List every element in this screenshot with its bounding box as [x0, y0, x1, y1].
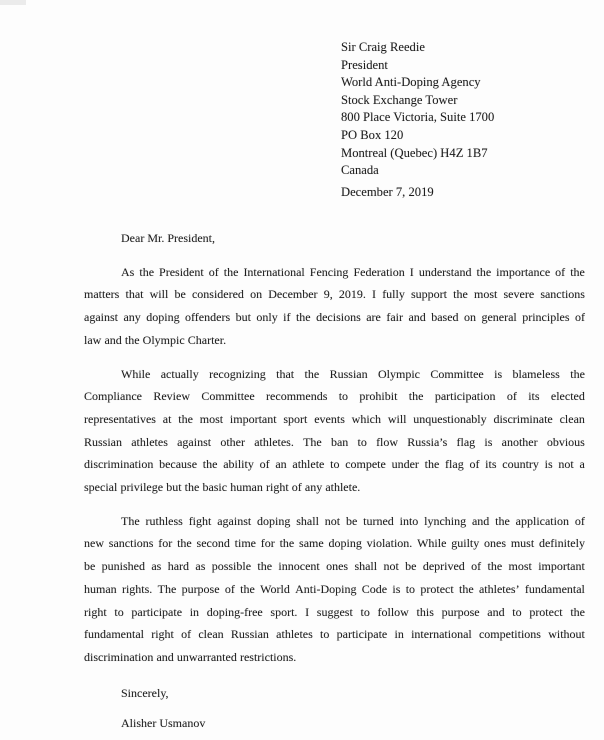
scan-artifact	[0, 0, 26, 5]
paragraph-line: Russian athletes against other athletes. The ban to flow Russia’s flag is another obvious	[84, 434, 585, 449]
body-paragraph	[84, 363, 585, 499]
paragraph-line: Compliance Review Committee recommends to prohibit the participation of its elected	[84, 389, 585, 404]
recipient-lines	[341, 39, 494, 180]
salutation: Dear Mr. President,	[121, 231, 215, 245]
paragraph-line: While actually recognizing that the Russian Olympic Committee is blameless the	[121, 366, 585, 381]
paragraph-line: discrimination and unwarranted restrictions.	[84, 649, 297, 664]
paragraph-line: As the President of the International Fencing Federation I understand the importance of the	[121, 264, 585, 279]
paragraph-line: human rights. The purpose of the World Anti-Doping Code is to protect the athletes’ fundamental	[84, 581, 585, 596]
body-paragraph	[84, 261, 585, 352]
closing: Sincerely,	[121, 685, 169, 700]
letter-body	[84, 227, 585, 735]
recipient-line: World Anti-Doping Agency	[341, 75, 481, 90]
paragraph-line: matters that will be considered on December 9, 2019. I fully support the most severe sanctions	[84, 287, 585, 302]
signature-name: Alisher Usmanov	[121, 716, 206, 731]
paragraph-line: new sanctions for the second time for the same doping violation. While guilty ones must definitely	[84, 536, 585, 551]
recipient-line: Montreal (Quebec) H4Z 1B7	[341, 145, 488, 160]
recipient-line: Canada	[341, 163, 379, 178]
paragraph-line: against any doping offenders but only if the decisions are fair and based on general principles of	[84, 310, 585, 325]
paragraph-line: right to participate in doping-free sport. I suggest to follow this purpose and to protect the	[84, 604, 585, 619]
paragraph-line: special privilege but the basic human right of any athlete.	[84, 480, 361, 495]
paragraph-line: representatives at the most important sport events which will unquestionably discriminate clean	[84, 411, 585, 426]
paragraph-line: fundamental right of clean Russian athletes to participate in international competitions without	[84, 627, 585, 642]
recipient-line: 800 Place Victoria, Suite 1700	[341, 110, 495, 125]
paragraph-line: be punished as hard as possible the innocent ones shall not be deprived of the most important	[84, 559, 585, 574]
recipient-line: PO Box 120	[341, 127, 404, 142]
letter-date: December 7, 2019	[341, 184, 434, 199]
paragraph-line: discrimination because the ability of an athlete to compete under the flag of its country is not a	[84, 457, 585, 472]
paragraph-line: The ruthless fight against doping shall not be turned into lynching and the application of	[121, 513, 585, 528]
paragraph-line: law and the Olympic Charter.	[84, 332, 227, 347]
body-paragraph	[84, 510, 585, 669]
recipient-line: President	[341, 57, 388, 72]
recipient-address-block	[341, 39, 494, 201]
recipient-line: Sir Craig Reedie	[341, 40, 425, 54]
letter-paragraphs	[84, 261, 585, 669]
recipient-line: Stock Exchange Tower	[341, 92, 458, 107]
